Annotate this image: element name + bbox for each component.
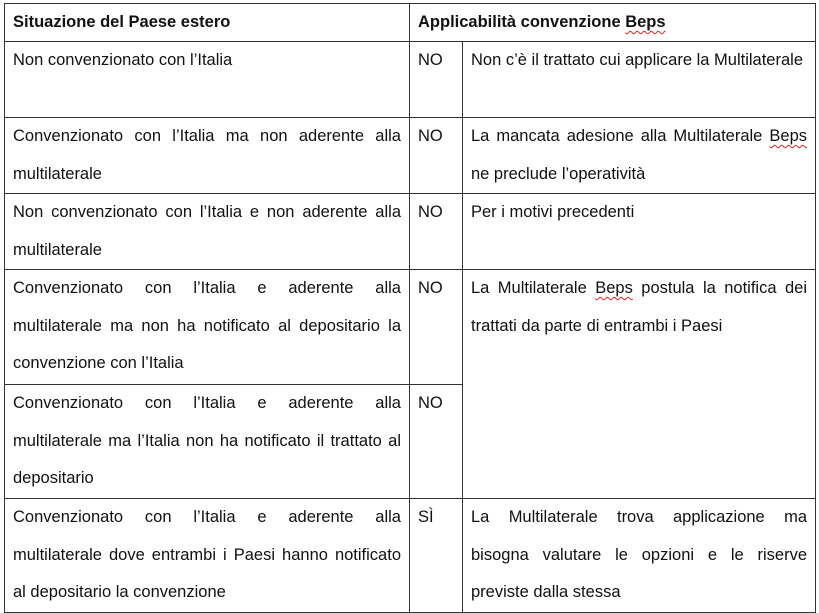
situation-cell: Convenzionato con l’Italia e aderente alla multilaterale dove entrambi i Paesi hanno notificato al depositario la convenzione	[5, 499, 410, 613]
explanation-cell	[463, 118, 816, 194]
spellcheck-word-beps: Beps	[625, 13, 666, 31]
explanation-text: ne preclude l’operatività	[471, 164, 646, 183]
table-row	[5, 270, 816, 385]
applies-cell: SÌ	[410, 499, 463, 613]
explanation-text: La Multilaterale	[471, 279, 596, 297]
applies-cell: NO	[410, 42, 463, 118]
header-applicability-text: Applicabilità convenzione	[418, 13, 626, 31]
applies-cell: NO	[410, 270, 463, 385]
table-row	[5, 499, 816, 613]
explanation-cell: Non c’è il trattato cui applicare la Multilaterale	[463, 42, 816, 118]
explanation-text: postula la notifica dei trattati da parte di entrambi i Paesi	[471, 279, 807, 335]
explanation-cell: Per i motivi precedenti	[463, 194, 816, 270]
header-applicability	[410, 4, 816, 42]
table-row	[5, 194, 816, 270]
situation-cell: Non convenzionato con l’Italia e non aderente alla multilaterale	[5, 194, 410, 270]
explanation-cell: La Multilaterale trova applicazione ma bisogna valutare le opzioni e le riserve previste dalla stessa	[463, 499, 816, 613]
situation-cell: Non convenzionato con l’Italia	[5, 42, 410, 118]
situation-cell: Convenzionato con l’Italia ma non aderente alla multilaterale	[5, 118, 410, 194]
spellcheck-word-beps: Beps	[769, 127, 807, 145]
situation-cell: Convenzionato con l’Italia e aderente alla multilaterale ma l’Italia non ha notificato il trattato al depositario	[5, 385, 410, 499]
table-row	[5, 42, 816, 118]
explanation-cell-merged	[463, 270, 816, 499]
applies-cell: NO	[410, 194, 463, 270]
beps-applicability-table	[4, 3, 816, 613]
applies-cell: NO	[410, 118, 463, 194]
header-situation: Situazione del Paese estero	[5, 4, 410, 42]
spellcheck-word-beps: Beps	[595, 279, 633, 297]
table-row	[5, 118, 816, 194]
explanation-text: La mancata adesione alla Multilaterale	[471, 127, 770, 145]
header-row	[5, 4, 816, 42]
situation-cell: Convenzionato con l’Italia e aderente alla multilaterale ma non ha notificato al depositario la convenzione con l’Italia	[5, 270, 410, 385]
applies-cell: NO	[410, 385, 463, 499]
